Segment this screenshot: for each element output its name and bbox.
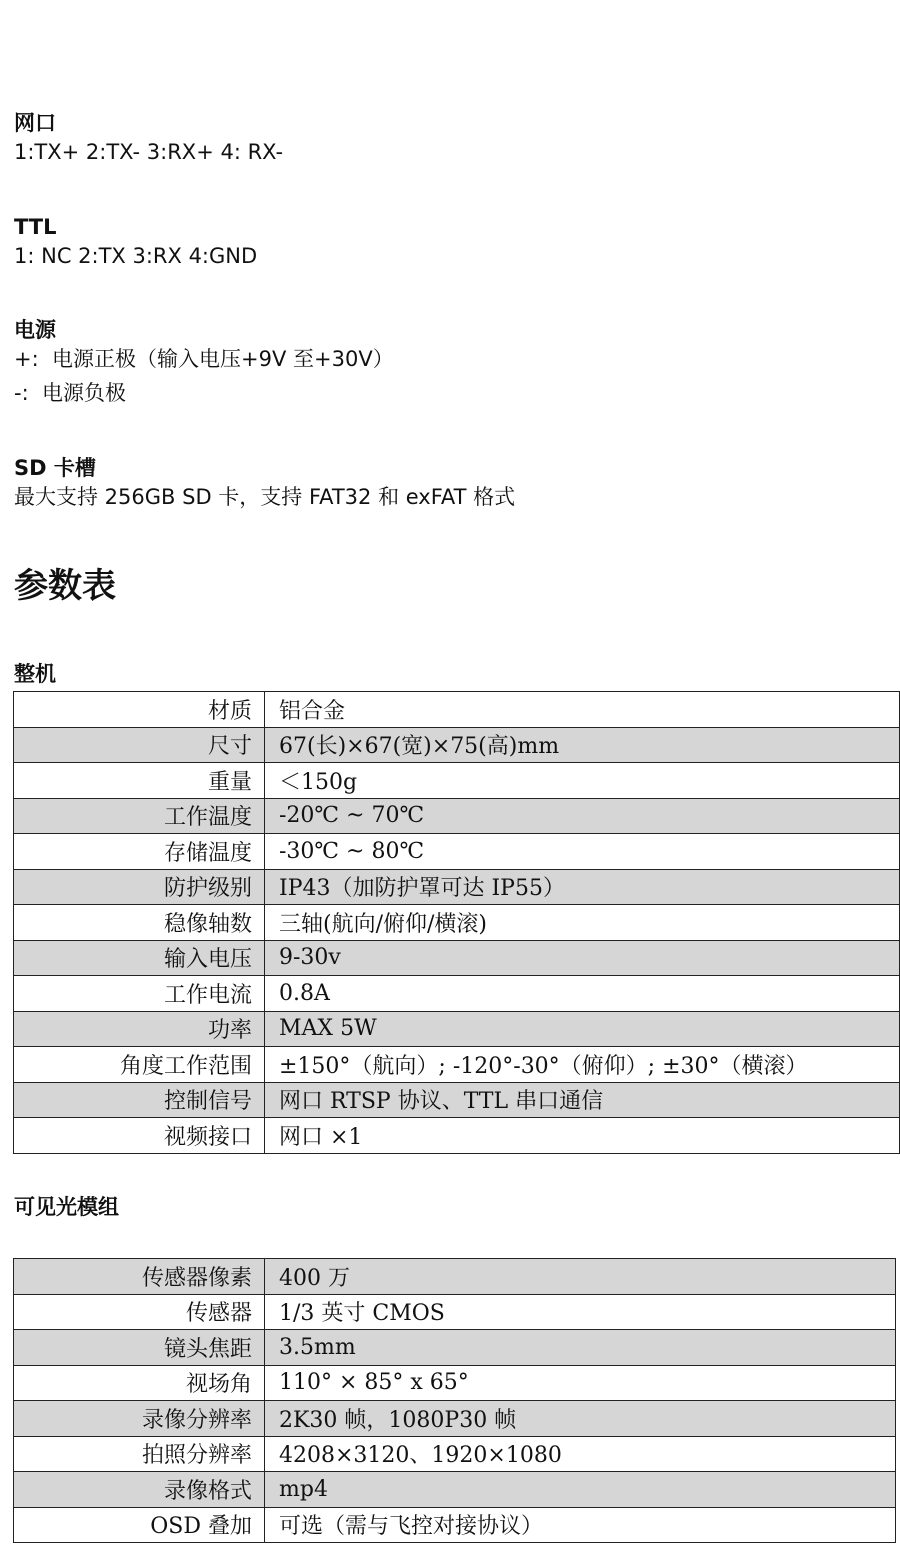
- spec-key-cell: 录像格式: [14, 1472, 265, 1508]
- table-row: [14, 1294, 896, 1330]
- table-row: [14, 940, 900, 976]
- spec-value-cell: 9-30v: [265, 940, 900, 976]
- pinout-power-line-positive: +: 电源正极（输入电压+9V 至+30V）: [14, 347, 394, 371]
- table-row: [14, 1259, 896, 1295]
- params-title: 参数表: [14, 566, 116, 606]
- table-row: [14, 869, 900, 905]
- table-row: [14, 692, 900, 728]
- spec-value-cell: 铝合金: [265, 692, 900, 728]
- pinout-power-title: 电源: [14, 318, 56, 342]
- table-visible-module-heading: 可见光模组: [14, 1195, 119, 1219]
- table-whole-unit-heading: 整机: [14, 662, 56, 686]
- pinout-sd-title: SD 卡槽: [14, 456, 96, 480]
- spec-value-cell: ±150°（航向）; -120°-30°（俯仰）; ±30°（横滚）: [265, 1047, 900, 1083]
- spec-key-cell: 传感器像素: [14, 1259, 265, 1295]
- spec-value-cell: 网口 ×1: [265, 1118, 900, 1154]
- table-row: [14, 1472, 896, 1508]
- pinout-sd-line: 最大支持 256GB SD 卡，支持 FAT32 和 exFAT 格式: [14, 485, 516, 509]
- table-row: [14, 1436, 896, 1472]
- spec-value-cell: 1/3 英寸 CMOS: [265, 1294, 896, 1330]
- pinout-ttl: [14, 215, 257, 273]
- spec-value-cell: mp4: [265, 1472, 896, 1508]
- spec-value-cell: -30℃ ~ 80℃: [265, 834, 900, 870]
- table-row: [14, 798, 900, 834]
- pinout-sd-slot: [14, 456, 515, 514]
- table-row: [14, 1401, 896, 1437]
- spec-value-cell: ＜150g: [265, 763, 900, 799]
- spec-table-whole-unit: [13, 691, 900, 1154]
- spec-key-cell: OSD 叠加: [14, 1507, 265, 1543]
- spec-key-cell: 稳像轴数: [14, 905, 265, 941]
- spec-key-cell: 存储温度: [14, 834, 265, 870]
- spec-value-cell: 4208×3120、1920×1080: [265, 1436, 896, 1472]
- pinout-ttl-line: 1: NC 2:TX 3:RX 4:GND: [14, 244, 258, 268]
- spec-value-cell: 三轴(航向/俯仰/横滚): [265, 905, 900, 941]
- spec-value-cell: 可选（需与飞控对接协议）: [265, 1507, 896, 1543]
- spec-value-cell: 67(长)×67(宽)×75(高)mm: [265, 727, 900, 763]
- table-row: [14, 1011, 900, 1047]
- spec-value-cell: 400 万: [265, 1259, 896, 1295]
- spec-key-cell: 工作温度: [14, 798, 265, 834]
- spec-table-visible-module: [13, 1258, 896, 1543]
- spec-key-cell: 防护级别: [14, 869, 265, 905]
- table-row: [14, 1082, 900, 1118]
- table-row: [14, 727, 900, 763]
- table-row: [14, 976, 900, 1012]
- table-row: [14, 1118, 900, 1154]
- spec-value-cell: 110° × 85° x 65°: [265, 1365, 896, 1401]
- spec-value-cell: 网口 RTSP 协议、TTL 串口通信: [265, 1082, 900, 1118]
- spec-value-cell: MAX 5W: [265, 1011, 900, 1047]
- spec-key-cell: 功率: [14, 1011, 265, 1047]
- spec-key-cell: 视频接口: [14, 1118, 265, 1154]
- spec-key-cell: 录像分辨率: [14, 1401, 265, 1437]
- spec-value-cell: 3.5mm: [265, 1330, 896, 1366]
- pinout-network-title: 网口: [14, 111, 56, 135]
- table-row: [14, 763, 900, 799]
- pinout-network: [14, 111, 283, 169]
- table-row: [14, 1330, 896, 1366]
- spec-value-cell: -20℃ ~ 70℃: [265, 798, 900, 834]
- pinout-ttl-title: TTL: [14, 215, 57, 239]
- spec-value-cell: IP43（加防护罩可达 IP55）: [265, 869, 900, 905]
- spec-key-cell: 角度工作范围: [14, 1047, 265, 1083]
- spec-value-cell: 0.8A: [265, 976, 900, 1012]
- spec-key-cell: 控制信号: [14, 1082, 265, 1118]
- spec-key-cell: 拍照分辨率: [14, 1436, 265, 1472]
- table-row: [14, 905, 900, 941]
- spec-key-cell: 输入电压: [14, 940, 265, 976]
- spec-value-cell: 2K30 帧，1080P30 帧: [265, 1401, 896, 1437]
- spec-key-cell: 工作电流: [14, 976, 265, 1012]
- pinout-network-line: 1:TX+ 2:TX- 3:RX+ 4: RX-: [14, 140, 284, 164]
- pinout-power: [14, 318, 394, 410]
- table-row: [14, 1047, 900, 1083]
- spec-key-cell: 传感器: [14, 1294, 265, 1330]
- table-row: [14, 1365, 896, 1401]
- spec-key-cell: 重量: [14, 763, 265, 799]
- spec-key-cell: 材质: [14, 692, 265, 728]
- spec-key-cell: 尺寸: [14, 727, 265, 763]
- table-row: [14, 1507, 896, 1543]
- table-row: [14, 834, 900, 870]
- pinout-power-line-negative: -: 电源负极: [14, 381, 127, 405]
- spec-key-cell: 视场角: [14, 1365, 265, 1401]
- spec-key-cell: 镜头焦距: [14, 1330, 265, 1366]
